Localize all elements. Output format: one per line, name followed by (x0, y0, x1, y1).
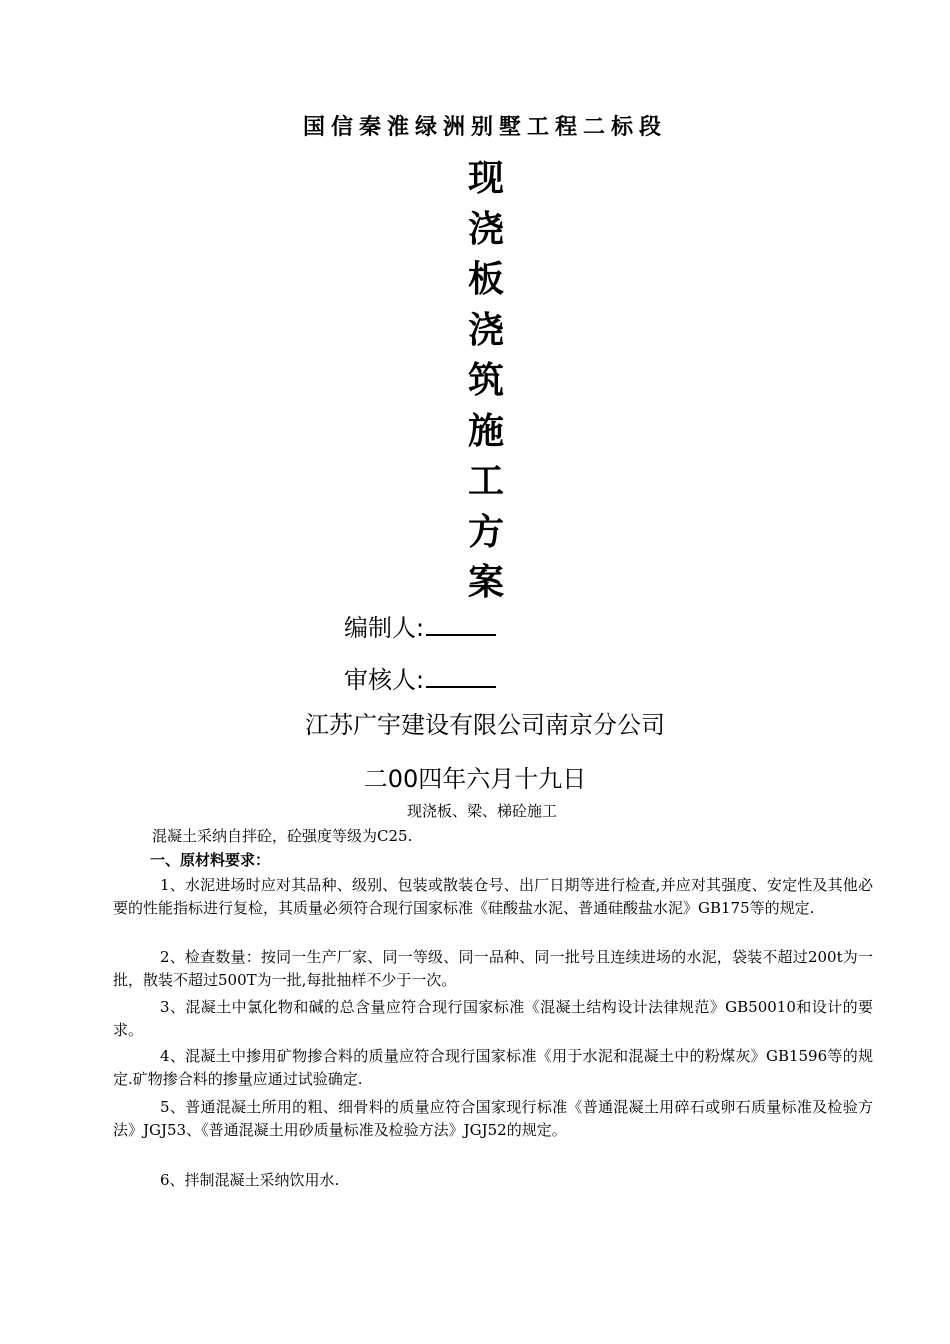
project-title: 国信秦淮绿洲别墅工程二标段 (302, 115, 667, 140)
section-heading: 一、原材料要求： (150, 851, 271, 869)
document-date: 二00四年六月十九日 (363, 765, 587, 793)
paragraph: 3、混凝土中氯化物和碱的总含量应符合现行国家标准《混凝土结构设计法律规范》GB50010和设计的要求。 (113, 998, 873, 1039)
title-char: 浇 (467, 309, 504, 351)
paragraph: 5、普通混凝土所用的粗、细骨料的质量应符合国家现行标准《普通混凝土用碎石或卵石质量标准及检验方法》JGJ53、《普通混凝土用砂质量标准及检验方法》JGJ52的规定。 (113, 1098, 873, 1139)
reviewed-by-label: 审核人: (344, 666, 425, 694)
document-title-vertical (462, 154, 510, 609)
prepared-by-blank (426, 612, 496, 636)
title-char: 现 (467, 158, 504, 199)
prepared-by-label: 编制人: (344, 614, 425, 642)
paragraph: 2、检查数量：按同一生产厂家、同一等级、同一品种、同一批号且连续进场的水泥，袋装不超过200t为一批，散装不超过500T为一批,每批抽样不少于一次。 (113, 948, 873, 989)
company-name: 江苏广宇建设有限公司南京分公司 (305, 711, 665, 739)
paragraph: 4、混凝土中掺用矿物掺合料的质量应符合现行国家标准《用于水泥和混凝土中的粉煤灰》GB1596等的规定.矿物掺合料的掺量应通过试验确定. (113, 1047, 873, 1088)
title-char: 施 (467, 410, 504, 452)
title-char: 浇 (467, 208, 504, 250)
reviewed-by-blank (426, 664, 496, 688)
title-char: 板 (467, 259, 504, 300)
title-char: 案 (467, 562, 504, 603)
prepared-by-line (344, 608, 496, 643)
paragraph: 1、水泥进场时应对其品种、级别、包装或散装仓号、出厂日期等进行检查,并应对其强度、安定性及其他必要的性能指标进行复检，其质量必须符合现行国家标准《硅酸盐水泥、普通硅酸盐水泥》GB175等的规定. (113, 876, 873, 917)
title-char: 方 (467, 511, 504, 553)
reviewed-by-line (344, 660, 496, 695)
intro-text: 混凝土采纳自拌砼，砼强度等级为C25. (152, 827, 413, 845)
content-subhead: 现浇板、梁、梯砼施工 (407, 802, 558, 820)
title-char: 筑 (467, 360, 504, 401)
paragraph: 6、拌制混凝土采纳饮用水. (160, 1171, 340, 1189)
title-char: 工 (467, 461, 504, 502)
